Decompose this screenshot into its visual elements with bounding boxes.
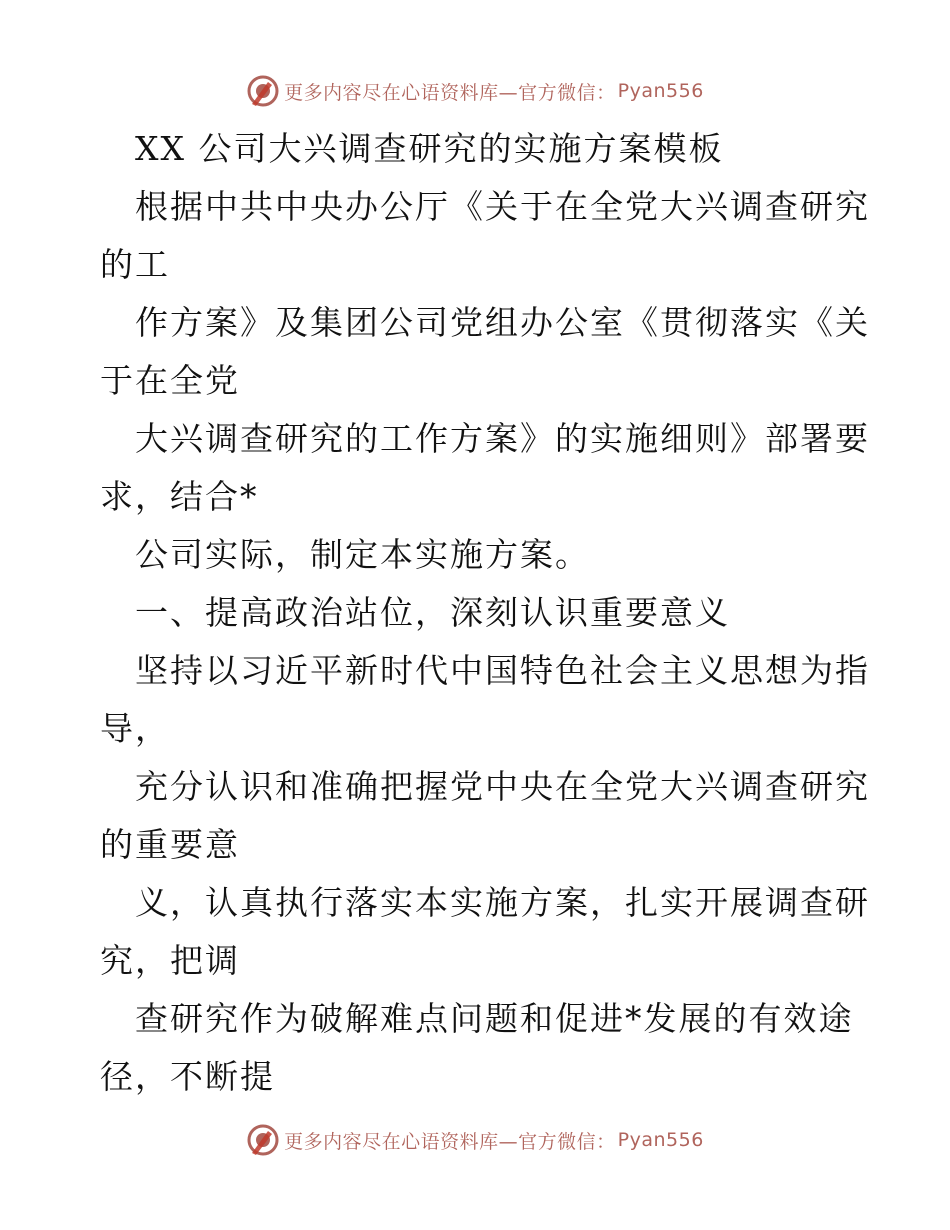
watermark-text: 更多内容尽在心语资料库—官方微信： <box>284 81 616 104</box>
text-line: 导， <box>100 709 170 748</box>
text-line: 义，认真执行落实本实施方案，扎实开展调查研 <box>135 883 870 922</box>
text-line: 根据中共中央办公厅《关于在全党大兴调查研究 <box>135 187 870 226</box>
text-line: 于在全党 <box>100 361 240 400</box>
pen-logo-icon <box>246 1123 280 1157</box>
text-line: 的工 <box>100 245 170 284</box>
text-line: 究，把调 <box>100 941 240 980</box>
text-line: 大兴调查研究的工作方案》的实施细则》部署要 <box>135 419 870 458</box>
text-line: 公司实际，制定本实施方案。 <box>135 535 590 574</box>
watermark-handle: Pyan556 <box>617 1129 704 1151</box>
text-line: 坚持以习近平新时代中国特色社会主义思想为指 <box>135 651 870 690</box>
text-line: 查研究作为破解难点问题和促进*发展的有效途 <box>135 999 854 1038</box>
watermark-footer <box>0 1123 950 1157</box>
text-line: 求，结合* <box>100 477 259 516</box>
text-line: 充分认识和准确把握党中央在全党大兴调查研究 <box>135 767 870 806</box>
text-line: 的重要意 <box>100 825 240 864</box>
document-body <box>100 120 870 1106</box>
text-line: 作方案》及集团公司党组办公室《贯彻落实《关 <box>135 303 870 342</box>
watermark-header <box>0 74 950 108</box>
watermark-text: 更多内容尽在心语资料库—官方微信： <box>284 1130 616 1153</box>
text-line: XX 公司大兴调查研究的实施方案模板 <box>135 129 724 168</box>
text-line: 径，不断提 <box>100 1057 275 1096</box>
pen-logo-icon <box>246 74 280 108</box>
text-line: 一、提高政治站位，深刻认识重要意义 <box>135 593 730 632</box>
watermark-handle: Pyan556 <box>617 80 704 102</box>
